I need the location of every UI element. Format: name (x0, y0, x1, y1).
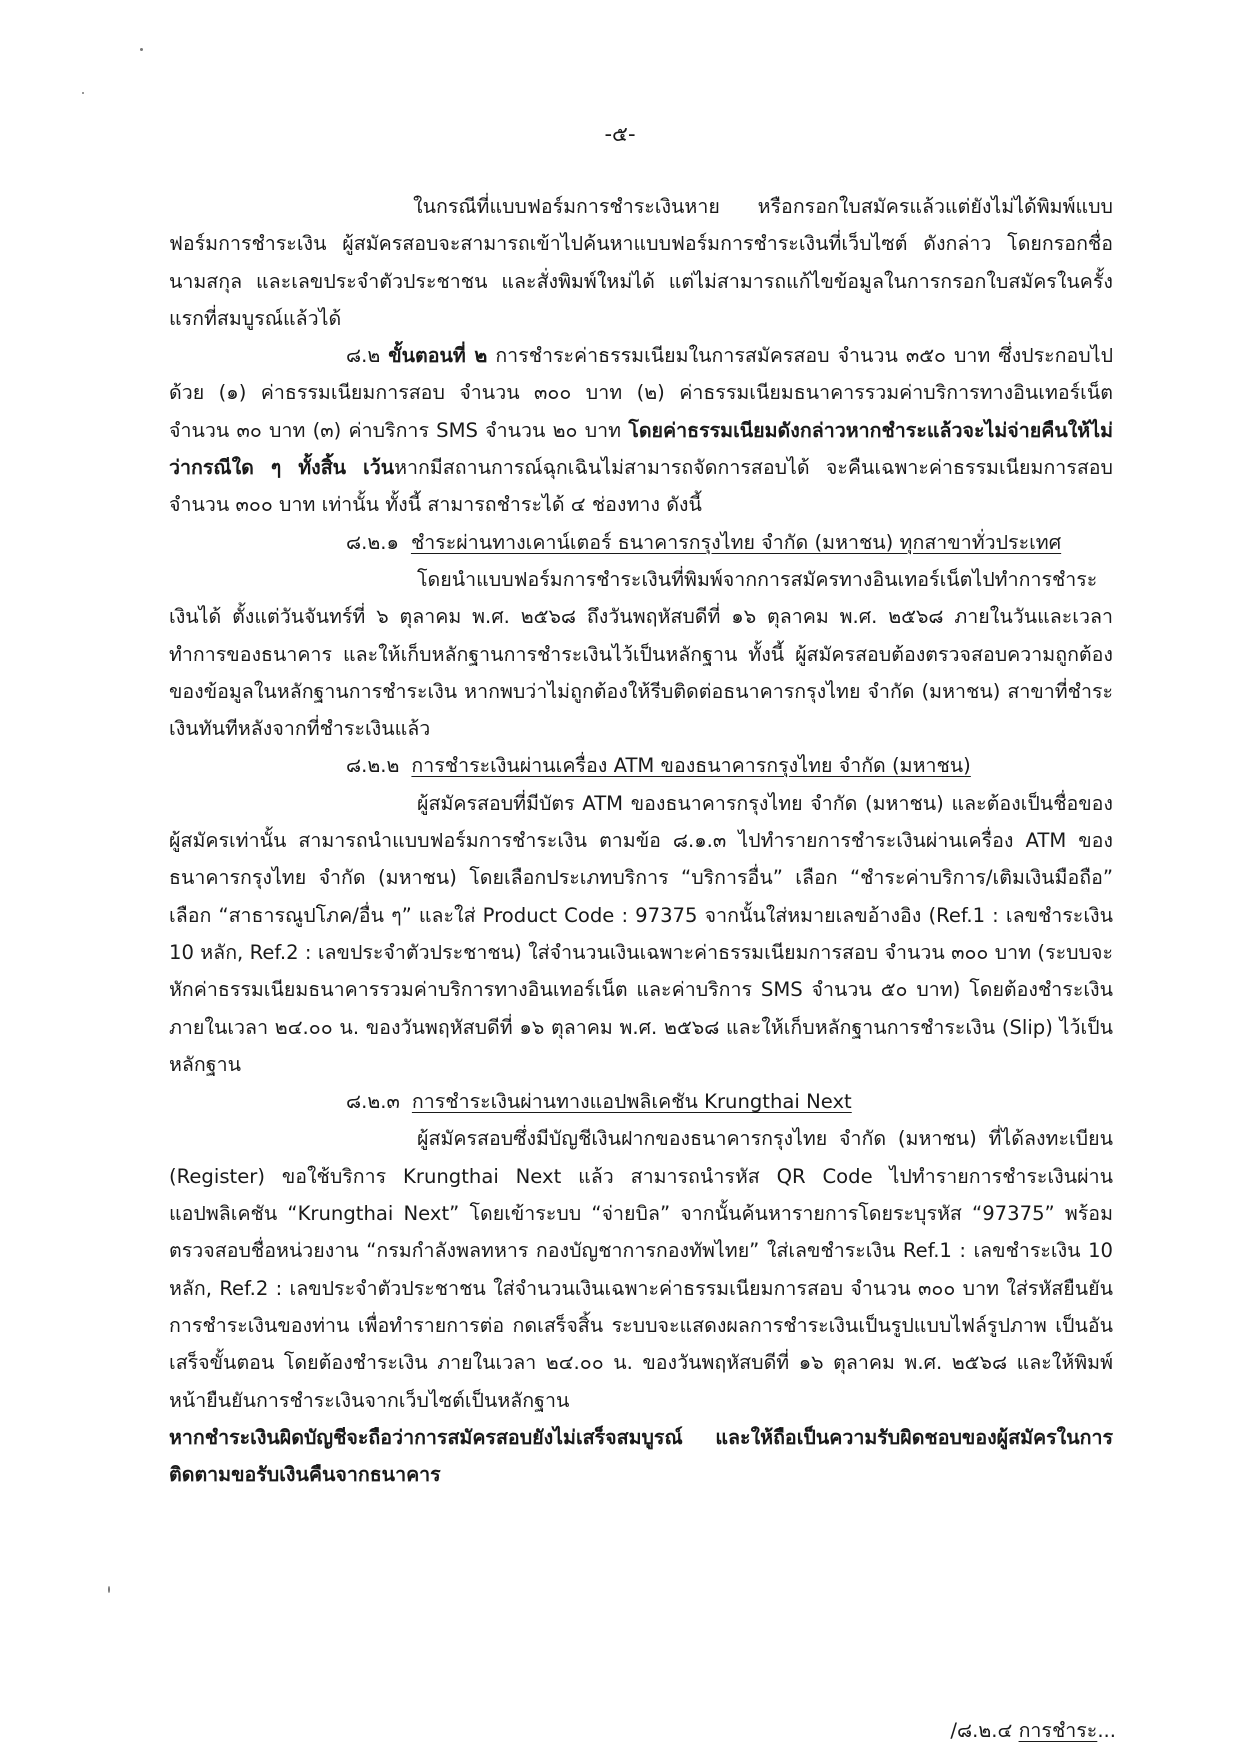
section-821-body: โดยนำแบบฟอร์มการชำระเงินที่พิมพ์จากการสมัครทางอินเทอร์เน็ตไปทำการชำระเงินได้ ตั้งแต่วันจันทร์ที่ ๖ ตุลาคม พ.ศ. ๒๕๖๘ ถึงวันพฤหัสบดีที่ ๑๖ ตุลาคม พ.ศ. ๒๕๖๘ ภายในวันและเวลาทำการของธนาคาร และให้เก็บหลักฐานการชำระเงินไว้เป็นหลักฐาน ทั้งนี้ ผู้สมัครสอบต้องตรวจสอบความถูกต้องของข้อมูลในหลักฐานการชำระเงิน หากพบว่าไม่ถูกต้องให้รีบติดต่อธนาคารกรุงไทย จำกัด (มหาชน) สาขาที่ชำระเงินทันทีหลังจากที่ชำระเงินแล้ว (169, 567, 1113, 741)
section-822-number: ๘.๒.๒ (346, 754, 400, 778)
continuation-prefix: /๘.๒.๔ (950, 1719, 1019, 1742)
step2-text-a: การชำระค่าธรรมเนียมในการสมัครสอบ จำนวน ๓๕๐ บาท ซึ่งประกอบไปด้วย (๑) ค่าธรรมเนียมการสอบ จำนวน ๓๐๐ บาท (๒) ค่าธรรมเนียมธนาคารรวมค่าบริการทางอินเทอร์เน็ต จำนวน ๓๐ บาท (๓) ค่าบริการ SMS จำนวน ๒๐ บาท (169, 344, 1114, 442)
scan-speck (108, 1586, 110, 1593)
section-821-heading: ชำระผ่านทางเคาน์เตอร์ ธนาคารกรุงไทย จำกัด (มหาชน) ทุกสาขาทั่วประเทศ (410, 530, 1062, 554)
continuation-marker (950, 1714, 1116, 1746)
section-823-body (169, 1120, 1113, 1493)
scan-speck (140, 48, 143, 51)
step2-bold-warning: โดยค่าธรรมเนียมดังกล่าวหากชำระแล้วจะไม่จ่ายคืนให้ไม่ว่ากรณีใด ๆ ทั้งสิ้น เว้น (169, 418, 1113, 480)
scan-speck (82, 92, 84, 94)
continuation-ellipsis: ... (1097, 1719, 1116, 1742)
section-823-body-text: ผู้สมัครสอบซึ่งมีบัญชีเงินฝากของธนาคารกรุงไทย จำกัด (มหาชน) ที่ได้ลงทะเบียน (Register) ขอใช้บริการ Krungthai Next แล้ว สามารถนำรหัส QR Code ไปทำรายการชำระเงินผ่านแอปพลิเคชัน “Krungthai Next” โดยเข้าระบบ “จ่ายบิล” จากนั้นค้นหารายการโดยระบุรหัส “97375” พร้อมตรวจสอบชื่อหน่วยงาน “กรมกำลังพลทหาร กองบัญชาการกองทัพไทย” ใส่เลขชำระเงิน Ref.1 : เลขชำระเงิน 10 หลัก, Ref.2 : เลขประจำตัวประชาชน ใส่จำนวนเงินเฉพาะค่าธรรมเนียมการสอบ จำนวน ๓๐๐ บาท ใส่รหัสยืนยันการชำระเงินของท่าน เพื่อทำรายการต่อ กดเสร็จสิ้น ระบบจะแสดงผลการชำระเงินเป็นรูปแบบไฟล์รูปภาพ เป็นอันเสร็จขั้นตอน โดยต้องชำระเงิน ภายในเวลา ๒๔.๐๐ น. ของวันพฤหัสบดีที่ ๑๖ ตุลาคม พ.ศ. ๒๕๖๘ และให้พิมพ์หน้ายืนยันการชำระเงินจากเว็บไซต์เป็นหลักฐาน (169, 1127, 1113, 1412)
section-823-bold-note: หากชำระเงินผิดบัญชีจะถือว่าการสมัครสอบยังไม่เสร็จสมบูรณ์ และให้ถือเป็นความรับผิดชอบของผู้สมัครในการติดตามขอรับเงินคืนจากธนาคาร (169, 1425, 1113, 1487)
step2-paragraph (169, 337, 1113, 523)
intro-paragraph: ในกรณีที่แบบฟอร์มการชำระเงินหาย หรือกรอกใบสมัครแล้วแต่ยังไม่ได้พิมพ์แบบฟอร์มการชำระเงิน ผู้สมัครสอบจะสามารถเข้าไปค้นหาแบบฟอร์มการชำระเงินที่เว็บไซต์ ดังกล่าว โดยกรอกชื่อ นามสกุล และเลขประจำตัวประชาชน และสั่งพิมพ์ใหม่ได้ แต่ไม่สามารถแก้ไขข้อมูลในการกรอกใบสมัครในครั้งแรกที่สมบูรณ์แล้วได้ (169, 195, 1113, 330)
section-823-heading-line (169, 1083, 1113, 1120)
section-821-heading-line (169, 524, 1113, 561)
page-number: -๕- (604, 122, 636, 146)
step2-text-b: หากมีสถานการณ์ฉุกเฉินไม่สามารถจัดการสอบได้ จะคืนเฉพาะค่าธรรมเนียมการสอบ จำนวน ๓๐๐ บาท เท่านั้น ทั้งนี้ สามารถชำระได้ ๔ ช่องทาง ดังนี้ (169, 456, 1113, 517)
step2-number: ๘.๒ (346, 344, 381, 368)
section-823-number: ๘.๒.๓ (346, 1090, 400, 1114)
section-821-number: ๘.๒.๑ (346, 530, 399, 554)
step2-title: ขั้นตอนที่ ๒ (388, 344, 488, 368)
continuation-underlined: การชำระ (1018, 1719, 1098, 1742)
section-823-heading: การชำระเงินผ่านทางแอปพลิเคชัน Krungthai Next (411, 1090, 852, 1114)
section-822-body: ผู้สมัครสอบที่มีบัตร ATM ของธนาคารกรุงไทย จำกัด (มหาชน) และต้องเป็นชื่อของผู้สมัครเท่านั้น สามารถนำแบบฟอร์มการชำระเงิน ตามข้อ ๘.๑.๓ ไปทำรายการชำระเงินผ่านเครื่อง ATM ของธนาคารกรุงไทย จำกัด (มหาชน) โดยเลือกประเภทบริการ “บริการอื่น” เลือก “ชำระค่าบริการ/เติมเงินมือถือ” เลือก “สาธารณูปโภค/อื่น ๆ” และใส่ Product Code : 97375 จากนั้นใส่หมายเลขอ้างอิง (Ref.1 : เลขชำระเงิน 10 หลัก, Ref.2 : เลขประจำตัวประชาชน) ใส่จำนวนเงินเฉพาะค่าธรรมเนียมการสอบ จำนวน ๓๐๐ บาท (ระบบจะหักค่าธรรมเนียมธนาคารรวมค่าบริการทางอินเทอร์เน็ต และค่าบริการ SMS จำนวน ๕๐ บาท) โดยต้องชำระเงิน ภายในเวลา ๒๔.๐๐ น. ของวันพฤหัสบดีที่ ๑๖ ตุลาคม พ.ศ. ๒๕๖๘ และให้เก็บหลักฐานการชำระเงิน (Slip) ไว้เป็นหลักฐาน (169, 791, 1113, 1076)
section-822-heading-line (169, 747, 1113, 784)
section-822-heading: การชำระเงินผ่านเครื่อง ATM ของธนาคารกรุงไทย จำกัด (มหาชน) (411, 754, 971, 778)
document-body (169, 188, 1113, 1493)
